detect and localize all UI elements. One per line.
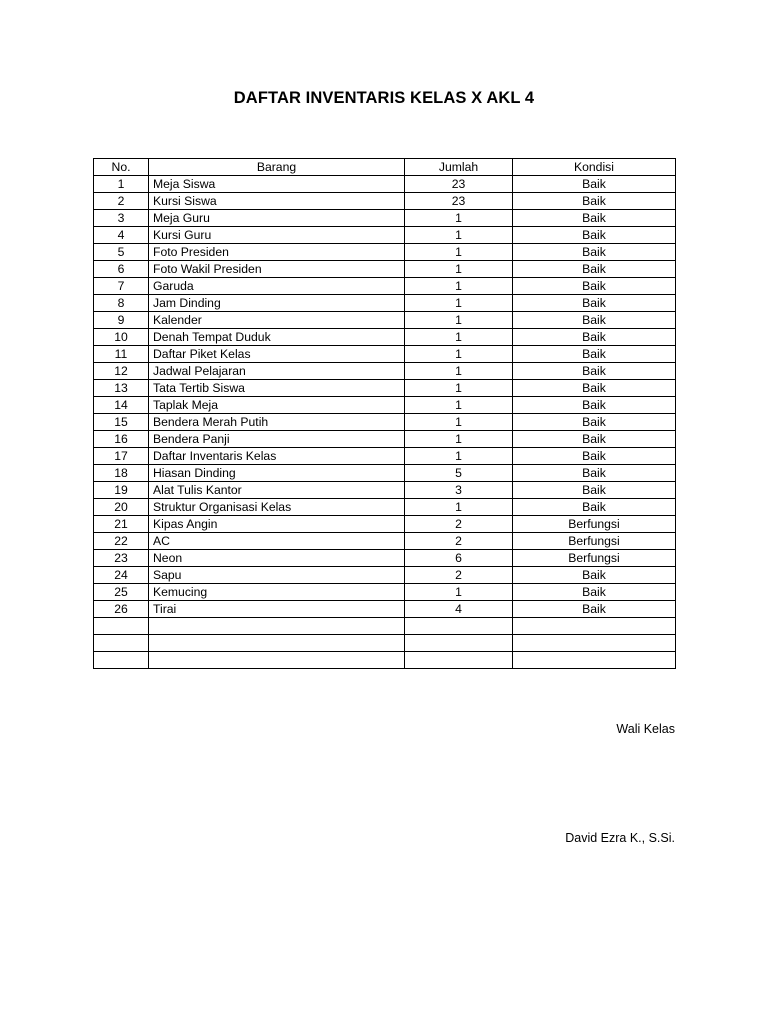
table-row (94, 652, 676, 669)
cell-barang: Hiasan Dinding (149, 465, 405, 482)
cell-no: 16 (94, 431, 149, 448)
cell-no: 17 (94, 448, 149, 465)
table-body (94, 176, 676, 669)
cell-kondisi: Baik (513, 176, 676, 193)
cell-barang: Foto Presiden (149, 244, 405, 261)
cell-no: 11 (94, 346, 149, 363)
cell-no (94, 652, 149, 669)
cell-kondisi: Baik (513, 567, 676, 584)
table-row (94, 227, 676, 244)
table-row (94, 193, 676, 210)
cell-kondisi: Baik (513, 431, 676, 448)
table-row (94, 244, 676, 261)
table-row (94, 329, 676, 346)
cell-no: 13 (94, 380, 149, 397)
cell-jumlah: 1 (405, 397, 513, 414)
cell-jumlah: 3 (405, 482, 513, 499)
cell-barang: Sapu (149, 567, 405, 584)
cell-jumlah: 1 (405, 312, 513, 329)
cell-kondisi: Baik (513, 601, 676, 618)
cell-jumlah: 1 (405, 295, 513, 312)
cell-jumlah: 1 (405, 261, 513, 278)
cell-barang: Daftar Piket Kelas (149, 346, 405, 363)
cell-barang: Alat Tulis Kantor (149, 482, 405, 499)
cell-jumlah: 2 (405, 533, 513, 550)
table-row (94, 397, 676, 414)
table-row (94, 380, 676, 397)
cell-jumlah (405, 652, 513, 669)
cell-no: 1 (94, 176, 149, 193)
cell-jumlah: 1 (405, 329, 513, 346)
cell-kondisi: Berfungsi (513, 533, 676, 550)
cell-no: 10 (94, 329, 149, 346)
cell-barang: Kipas Angin (149, 516, 405, 533)
cell-kondisi: Baik (513, 329, 676, 346)
cell-kondisi: Baik (513, 448, 676, 465)
cell-no: 9 (94, 312, 149, 329)
cell-kondisi: Baik (513, 312, 676, 329)
cell-kondisi: Baik (513, 227, 676, 244)
cell-jumlah (405, 618, 513, 635)
cell-jumlah: 1 (405, 346, 513, 363)
table-row (94, 261, 676, 278)
cell-barang: Bendera Panji (149, 431, 405, 448)
cell-kondisi: Baik (513, 363, 676, 380)
cell-barang: Foto Wakil Presiden (149, 261, 405, 278)
table-row (94, 601, 676, 618)
cell-kondisi: Baik (513, 261, 676, 278)
cell-kondisi (513, 618, 676, 635)
header-barang: Barang (149, 159, 405, 176)
cell-kondisi (513, 652, 676, 669)
cell-no: 21 (94, 516, 149, 533)
cell-jumlah: 23 (405, 193, 513, 210)
cell-no: 3 (94, 210, 149, 227)
table-row (94, 550, 676, 567)
table-row (94, 414, 676, 431)
cell-no: 12 (94, 363, 149, 380)
cell-barang (149, 618, 405, 635)
cell-no: 24 (94, 567, 149, 584)
cell-barang: Jam Dinding (149, 295, 405, 312)
cell-kondisi: Berfungsi (513, 516, 676, 533)
cell-barang: Denah Tempat Duduk (149, 329, 405, 346)
cell-no: 4 (94, 227, 149, 244)
cell-no: 2 (94, 193, 149, 210)
cell-kondisi: Baik (513, 499, 676, 516)
cell-barang: AC (149, 533, 405, 550)
table-row (94, 346, 676, 363)
cell-jumlah: 1 (405, 244, 513, 261)
cell-no: 20 (94, 499, 149, 516)
cell-no: 7 (94, 278, 149, 295)
table-row (94, 516, 676, 533)
cell-no: 25 (94, 584, 149, 601)
cell-kondisi: Baik (513, 465, 676, 482)
page-title: DAFTAR INVENTARIS KELAS X AKL 4 (233, 89, 535, 107)
cell-barang: Kursi Guru (149, 227, 405, 244)
table-row (94, 533, 676, 550)
cell-kondisi: Baik (513, 210, 676, 227)
cell-jumlah: 6 (405, 550, 513, 567)
cell-no: 22 (94, 533, 149, 550)
cell-kondisi: Baik (513, 295, 676, 312)
table-row (94, 499, 676, 516)
table-row (94, 176, 676, 193)
cell-barang: Daftar Inventaris Kelas (149, 448, 405, 465)
table-row (94, 295, 676, 312)
table-row (94, 312, 676, 329)
cell-jumlah: 23 (405, 176, 513, 193)
cell-kondisi (513, 635, 676, 652)
cell-kondisi: Baik (513, 278, 676, 295)
cell-no: 26 (94, 601, 149, 618)
signature-role: Wali Kelas (616, 722, 675, 736)
cell-jumlah: 1 (405, 227, 513, 244)
cell-kondisi: Baik (513, 584, 676, 601)
cell-no: 15 (94, 414, 149, 431)
table-row (94, 567, 676, 584)
cell-barang: Meja Guru (149, 210, 405, 227)
cell-jumlah: 1 (405, 448, 513, 465)
cell-jumlah: 1 (405, 363, 513, 380)
table-row (94, 482, 676, 499)
table-row (94, 584, 676, 601)
cell-no: 6 (94, 261, 149, 278)
cell-jumlah: 5 (405, 465, 513, 482)
cell-jumlah: 1 (405, 414, 513, 431)
header-no: No. (94, 159, 149, 176)
cell-no: 18 (94, 465, 149, 482)
cell-jumlah: 1 (405, 431, 513, 448)
cell-no: 8 (94, 295, 149, 312)
cell-kondisi: Baik (513, 482, 676, 499)
cell-kondisi: Baik (513, 380, 676, 397)
cell-barang: Tata Tertib Siswa (149, 380, 405, 397)
table-header-row (94, 159, 676, 176)
table-row (94, 448, 676, 465)
table-row (94, 278, 676, 295)
cell-barang: Bendera Merah Putih (149, 414, 405, 431)
cell-jumlah: 2 (405, 567, 513, 584)
cell-barang: Garuda (149, 278, 405, 295)
cell-no: 5 (94, 244, 149, 261)
cell-jumlah: 1 (405, 584, 513, 601)
table-row (94, 465, 676, 482)
cell-kondisi: Baik (513, 397, 676, 414)
cell-no (94, 635, 149, 652)
cell-jumlah: 1 (405, 380, 513, 397)
cell-no (94, 618, 149, 635)
cell-barang: Kemucing (149, 584, 405, 601)
cell-jumlah: 1 (405, 278, 513, 295)
header-jumlah: Jumlah (405, 159, 513, 176)
table-row (94, 635, 676, 652)
cell-barang: Taplak Meja (149, 397, 405, 414)
table-row (94, 363, 676, 380)
inventory-table (93, 158, 676, 669)
table-row (94, 431, 676, 448)
cell-barang: Meja Siswa (149, 176, 405, 193)
cell-kondisi: Baik (513, 414, 676, 431)
cell-barang: Kalender (149, 312, 405, 329)
cell-jumlah: 4 (405, 601, 513, 618)
cell-jumlah (405, 635, 513, 652)
table-row (94, 618, 676, 635)
cell-no: 19 (94, 482, 149, 499)
cell-jumlah: 2 (405, 516, 513, 533)
cell-jumlah: 1 (405, 499, 513, 516)
cell-kondisi: Berfungsi (513, 550, 676, 567)
cell-barang: Tirai (149, 601, 405, 618)
cell-barang: Neon (149, 550, 405, 567)
cell-kondisi: Baik (513, 244, 676, 261)
cell-kondisi: Baik (513, 193, 676, 210)
header-kondisi: Kondisi (513, 159, 676, 176)
cell-kondisi: Baik (513, 346, 676, 363)
cell-barang: Kursi Siswa (149, 193, 405, 210)
table-row (94, 210, 676, 227)
cell-barang: Struktur Organisasi Kelas (149, 499, 405, 516)
cell-no: 14 (94, 397, 149, 414)
signature-name: David Ezra K., S.Si. (565, 831, 675, 845)
cell-barang (149, 652, 405, 669)
cell-barang: Jadwal Pelajaran (149, 363, 405, 380)
cell-barang (149, 635, 405, 652)
cell-jumlah: 1 (405, 210, 513, 227)
cell-no: 23 (94, 550, 149, 567)
